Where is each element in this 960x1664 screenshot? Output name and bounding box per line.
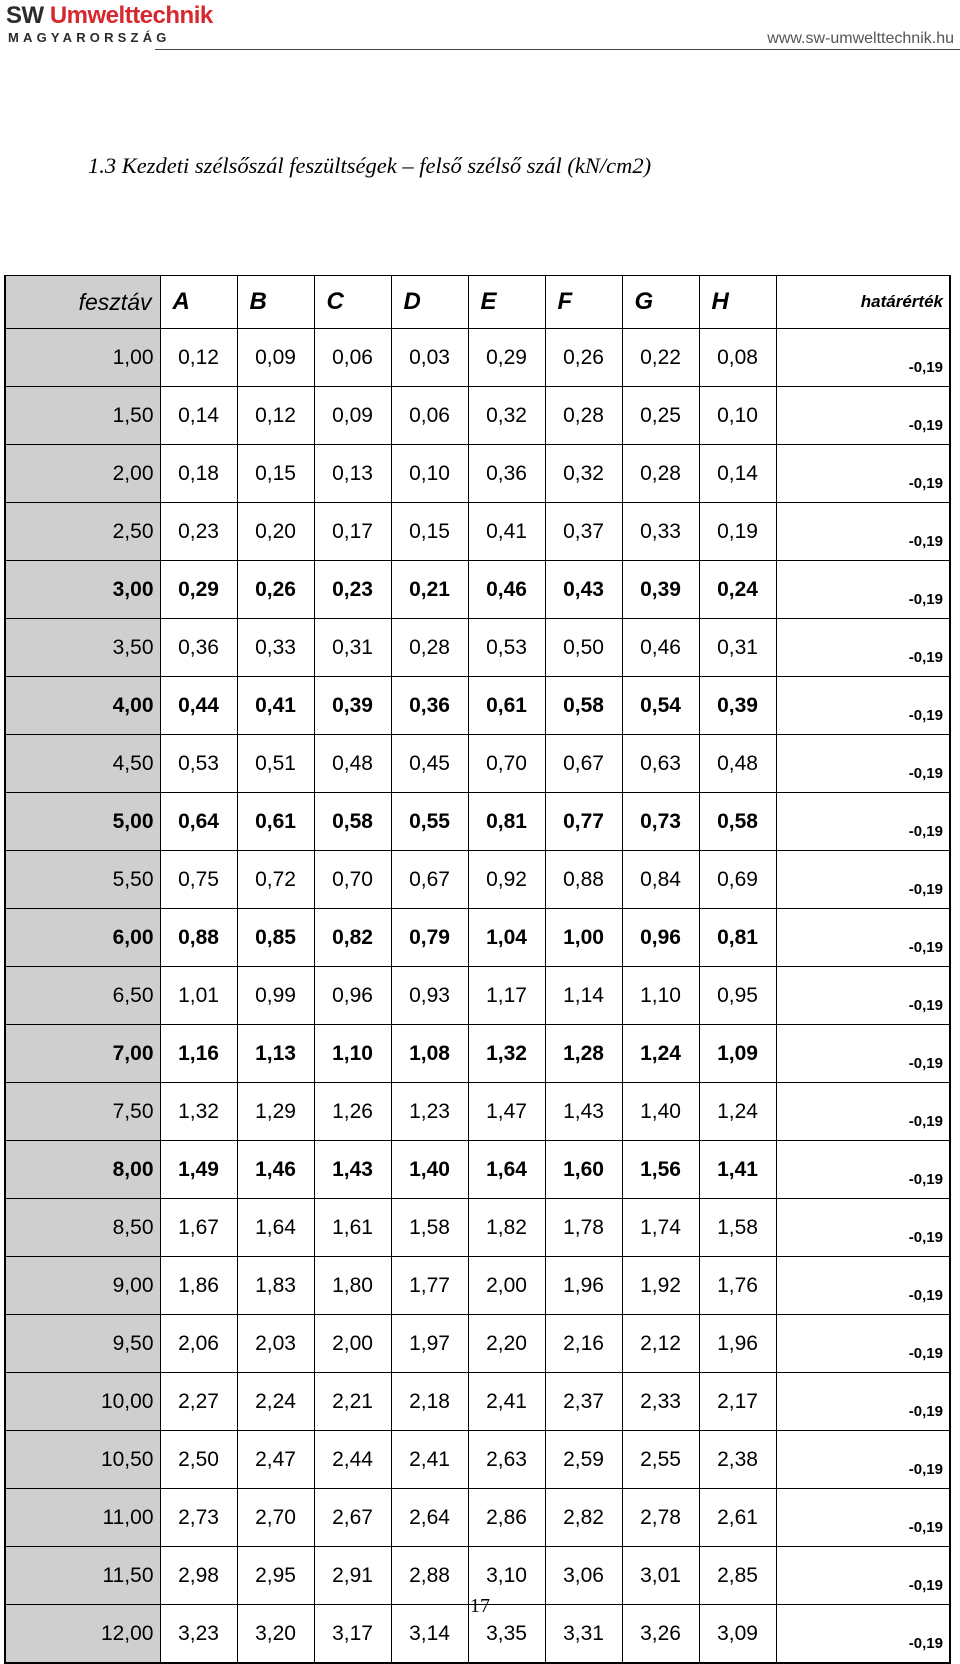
header-col-f: F [545, 276, 622, 329]
value-cell: 1,13 [237, 1025, 314, 1083]
limit-cell: -0,19 [776, 851, 950, 909]
value-cell: 1,60 [545, 1141, 622, 1199]
value-cell: 0,46 [622, 619, 699, 677]
table-row [5, 735, 950, 793]
header-col-a: A [160, 276, 237, 329]
value-cell: 0,14 [160, 387, 237, 445]
span-cell: 9,00 [5, 1257, 160, 1315]
value-cell: 1,92 [622, 1257, 699, 1315]
limit-cell: -0,19 [776, 1025, 950, 1083]
value-cell: 1,14 [545, 967, 622, 1025]
limit-cell: -0,19 [776, 1489, 950, 1547]
value-cell: 2,55 [622, 1431, 699, 1489]
value-cell: 1,61 [314, 1199, 391, 1257]
span-cell: 10,00 [5, 1373, 160, 1431]
span-cell: 12,00 [5, 1605, 160, 1664]
value-cell: 1,97 [391, 1315, 468, 1373]
page-header [0, 0, 960, 52]
table-row [5, 1257, 950, 1315]
value-cell: 0,19 [699, 503, 776, 561]
value-cell: 0,93 [391, 967, 468, 1025]
limit-cell: -0,19 [776, 619, 950, 677]
value-cell: 2,16 [545, 1315, 622, 1373]
value-cell: 0,37 [545, 503, 622, 561]
value-cell: 0,46 [468, 561, 545, 619]
value-cell: 0,39 [622, 561, 699, 619]
value-cell: 0,23 [160, 503, 237, 561]
logo-sw-text: SW [6, 2, 44, 29]
value-cell: 1,17 [468, 967, 545, 1025]
value-cell: 0,08 [699, 329, 776, 387]
limit-cell: -0,19 [776, 561, 950, 619]
value-cell: 0,67 [391, 851, 468, 909]
value-cell: 0,53 [160, 735, 237, 793]
value-cell: 1,86 [160, 1257, 237, 1315]
value-cell: 2,18 [391, 1373, 468, 1431]
span-cell: 5,00 [5, 793, 160, 851]
value-cell: 0,09 [314, 387, 391, 445]
span-cell: 11,00 [5, 1489, 160, 1547]
value-cell: 0,95 [699, 967, 776, 1025]
span-cell: 6,50 [5, 967, 160, 1025]
limit-cell: -0,19 [776, 1431, 950, 1489]
span-cell: 3,00 [5, 561, 160, 619]
value-cell: 1,40 [391, 1141, 468, 1199]
value-cell: 1,49 [160, 1141, 237, 1199]
value-cell: 3,14 [391, 1605, 468, 1664]
value-cell: 1,43 [545, 1083, 622, 1141]
span-cell: 5,50 [5, 851, 160, 909]
value-cell: 2,33 [622, 1373, 699, 1431]
value-cell: 2,70 [237, 1489, 314, 1547]
value-cell: 2,17 [699, 1373, 776, 1431]
header-col-e: E [468, 276, 545, 329]
value-cell: 2,06 [160, 1315, 237, 1373]
limit-cell: -0,19 [776, 677, 950, 735]
value-cell: 3,31 [545, 1605, 622, 1664]
value-cell: 1,80 [314, 1257, 391, 1315]
value-cell: 0,88 [160, 909, 237, 967]
value-cell: 0,25 [622, 387, 699, 445]
value-cell: 2,61 [699, 1489, 776, 1547]
span-cell: 10,50 [5, 1431, 160, 1489]
table-row [5, 503, 950, 561]
stress-table [4, 275, 951, 1664]
value-cell: 0,21 [391, 561, 468, 619]
value-cell: 0,44 [160, 677, 237, 735]
value-cell: 3,09 [699, 1605, 776, 1664]
value-cell: 0,61 [468, 677, 545, 735]
value-cell: 2,98 [160, 1547, 237, 1605]
value-cell: 0,10 [699, 387, 776, 445]
header-col-c: C [314, 276, 391, 329]
value-cell: 0,13 [314, 445, 391, 503]
value-cell: 0,61 [237, 793, 314, 851]
value-cell: 1,74 [622, 1199, 699, 1257]
table-row [5, 1025, 950, 1083]
value-cell: 0,28 [545, 387, 622, 445]
value-cell: 0,29 [160, 561, 237, 619]
value-cell: 0,88 [545, 851, 622, 909]
value-cell: 0,92 [468, 851, 545, 909]
value-cell: 0,77 [545, 793, 622, 851]
value-cell: 0,54 [622, 677, 699, 735]
value-cell: 0,36 [391, 677, 468, 735]
value-cell: 0,36 [468, 445, 545, 503]
value-cell: 0,51 [237, 735, 314, 793]
value-cell: 0,81 [699, 909, 776, 967]
span-cell: 1,00 [5, 329, 160, 387]
value-cell: 0,17 [314, 503, 391, 561]
value-cell: 0,12 [160, 329, 237, 387]
value-cell: 0,41 [468, 503, 545, 561]
value-cell: 1,28 [545, 1025, 622, 1083]
value-cell: 1,76 [699, 1257, 776, 1315]
value-cell: 0,36 [160, 619, 237, 677]
value-cell: 3,01 [622, 1547, 699, 1605]
span-cell: 9,50 [5, 1315, 160, 1373]
value-cell: 2,95 [237, 1547, 314, 1605]
value-cell: 2,20 [468, 1315, 545, 1373]
value-cell: 0,75 [160, 851, 237, 909]
value-cell: 0,26 [237, 561, 314, 619]
value-cell: 1,96 [545, 1257, 622, 1315]
limit-cell: -0,19 [776, 445, 950, 503]
value-cell: 2,44 [314, 1431, 391, 1489]
value-cell: 0,33 [237, 619, 314, 677]
value-cell: 0,15 [237, 445, 314, 503]
value-cell: 1,58 [391, 1199, 468, 1257]
span-cell: 11,50 [5, 1547, 160, 1605]
section-title: 1.3 Kezdeti szélsőszál feszültségek – felső szélső szál (kN/cm2) [88, 153, 652, 178]
value-cell: 0,45 [391, 735, 468, 793]
value-cell: 0,24 [699, 561, 776, 619]
value-cell: 0,28 [622, 445, 699, 503]
value-cell: 0,32 [545, 445, 622, 503]
value-cell: 2,12 [622, 1315, 699, 1373]
value-cell: 2,59 [545, 1431, 622, 1489]
value-cell: 0,55 [391, 793, 468, 851]
value-cell: 1,24 [622, 1025, 699, 1083]
table-row [5, 445, 950, 503]
value-cell: 1,08 [391, 1025, 468, 1083]
table-row [5, 909, 950, 967]
value-cell: 0,03 [391, 329, 468, 387]
value-cell: 0,96 [622, 909, 699, 967]
table-header-row [5, 276, 950, 329]
logo-subtitle: MAGYARORSZÁG [8, 30, 171, 45]
value-cell: 1,26 [314, 1083, 391, 1141]
value-cell: 0,64 [160, 793, 237, 851]
value-cell: 1,04 [468, 909, 545, 967]
value-cell: 3,06 [545, 1547, 622, 1605]
limit-cell: -0,19 [776, 967, 950, 1025]
value-cell: 1,10 [314, 1025, 391, 1083]
table-row [5, 967, 950, 1025]
header-col-h: H [699, 276, 776, 329]
value-cell: 1,16 [160, 1025, 237, 1083]
span-cell: 6,00 [5, 909, 160, 967]
value-cell: 0,32 [468, 387, 545, 445]
value-cell: 1,82 [468, 1199, 545, 1257]
span-cell: 4,50 [5, 735, 160, 793]
value-cell: 3,20 [237, 1605, 314, 1664]
value-cell: 1,23 [391, 1083, 468, 1141]
header-col-b: B [237, 276, 314, 329]
value-cell: 0,22 [622, 329, 699, 387]
value-cell: 0,96 [314, 967, 391, 1025]
span-cell: 7,50 [5, 1083, 160, 1141]
value-cell: 1,56 [622, 1141, 699, 1199]
value-cell: 1,10 [622, 967, 699, 1025]
value-cell: 2,86 [468, 1489, 545, 1547]
website-url: www.sw-umwelttechnik.hu [767, 30, 954, 47]
value-cell: 0,84 [622, 851, 699, 909]
span-cell: 2,00 [5, 445, 160, 503]
table-row [5, 1083, 950, 1141]
value-cell: 0,41 [237, 677, 314, 735]
value-cell: 0,63 [622, 735, 699, 793]
value-cell: 0,29 [468, 329, 545, 387]
value-cell: 1,00 [545, 909, 622, 967]
value-cell: 1,32 [468, 1025, 545, 1083]
table-row [5, 329, 950, 387]
value-cell: 0,06 [314, 329, 391, 387]
page-number: 17 [470, 1595, 490, 1617]
value-cell: 0,79 [391, 909, 468, 967]
table-row [5, 1373, 950, 1431]
value-cell: 1,01 [160, 967, 237, 1025]
span-cell: 4,00 [5, 677, 160, 735]
value-cell: 0,67 [545, 735, 622, 793]
limit-cell: -0,19 [776, 909, 950, 967]
value-cell: 2,67 [314, 1489, 391, 1547]
value-cell: 2,03 [237, 1315, 314, 1373]
span-cell: 3,50 [5, 619, 160, 677]
value-cell: 2,37 [545, 1373, 622, 1431]
limit-cell: -0,19 [776, 1141, 950, 1199]
value-cell: 2,88 [391, 1547, 468, 1605]
value-cell: 2,91 [314, 1547, 391, 1605]
value-cell: 0,18 [160, 445, 237, 503]
value-cell: 0,14 [699, 445, 776, 503]
value-cell: 0,82 [314, 909, 391, 967]
span-cell: 2,50 [5, 503, 160, 561]
value-cell: 0,23 [314, 561, 391, 619]
value-cell: 0,10 [391, 445, 468, 503]
header-col-g: G [622, 276, 699, 329]
value-cell: 0,20 [237, 503, 314, 561]
value-cell: 3,17 [314, 1605, 391, 1664]
span-cell: 7,00 [5, 1025, 160, 1083]
value-cell: 2,27 [160, 1373, 237, 1431]
value-cell: 0,70 [468, 735, 545, 793]
header-fesztav: fesztáv [5, 276, 160, 329]
header-col-d: D [391, 276, 468, 329]
value-cell: 0,58 [699, 793, 776, 851]
value-cell: 3,35 [468, 1605, 545, 1664]
value-cell: 0,48 [699, 735, 776, 793]
value-cell: 3,26 [622, 1605, 699, 1664]
value-cell: 0,70 [314, 851, 391, 909]
value-cell: 0,69 [699, 851, 776, 909]
header-hatarertek: határérték [776, 276, 950, 329]
table-row [5, 851, 950, 909]
value-cell: 1,43 [314, 1141, 391, 1199]
value-cell: 0,81 [468, 793, 545, 851]
value-cell: 1,67 [160, 1199, 237, 1257]
value-cell: 2,78 [622, 1489, 699, 1547]
table-row [5, 793, 950, 851]
value-cell: 1,64 [237, 1199, 314, 1257]
limit-cell: -0,19 [776, 503, 950, 561]
value-cell: 2,63 [468, 1431, 545, 1489]
limit-cell: -0,19 [776, 1373, 950, 1431]
limit-cell: -0,19 [776, 1315, 950, 1373]
value-cell: 0,58 [314, 793, 391, 851]
value-cell: 0,31 [699, 619, 776, 677]
table-row [5, 619, 950, 677]
value-cell: 2,21 [314, 1373, 391, 1431]
limit-cell: -0,19 [776, 329, 950, 387]
value-cell: 0,15 [391, 503, 468, 561]
value-cell: 0,12 [237, 387, 314, 445]
table-row [5, 677, 950, 735]
value-cell: 2,85 [699, 1547, 776, 1605]
value-cell: 2,00 [468, 1257, 545, 1315]
value-cell: 1,47 [468, 1083, 545, 1141]
limit-cell: -0,19 [776, 1199, 950, 1257]
value-cell: 2,00 [314, 1315, 391, 1373]
value-cell: 1,32 [160, 1083, 237, 1141]
limit-cell: -0,19 [776, 1547, 950, 1605]
table-row [5, 1489, 950, 1547]
span-cell: 8,00 [5, 1141, 160, 1199]
limit-cell: -0,19 [776, 387, 950, 445]
span-cell: 1,50 [5, 387, 160, 445]
logo-brand-text: Umwelttechnik [49, 2, 213, 29]
table-row [5, 1199, 950, 1257]
header-divider [155, 49, 960, 50]
value-cell: 1,40 [622, 1083, 699, 1141]
value-cell: 2,50 [160, 1431, 237, 1489]
table-row [5, 1315, 950, 1373]
value-cell: 0,85 [237, 909, 314, 967]
value-cell: 2,47 [237, 1431, 314, 1489]
value-cell: 3,23 [160, 1605, 237, 1664]
value-cell: 1,58 [699, 1199, 776, 1257]
value-cell: 1,83 [237, 1257, 314, 1315]
value-cell: 0,43 [545, 561, 622, 619]
limit-cell: -0,19 [776, 1083, 950, 1141]
limit-cell: -0,19 [776, 793, 950, 851]
table-row [5, 1141, 950, 1199]
limit-cell: -0,19 [776, 735, 950, 793]
value-cell: 0,39 [314, 677, 391, 735]
limit-cell: -0,19 [776, 1605, 950, 1664]
value-cell: 2,73 [160, 1489, 237, 1547]
value-cell: 1,41 [699, 1141, 776, 1199]
company-logo [6, 2, 213, 30]
limit-cell: -0,19 [776, 1257, 950, 1315]
value-cell: 0,58 [545, 677, 622, 735]
table-row [5, 1431, 950, 1489]
value-cell: 0,09 [237, 329, 314, 387]
value-cell: 0,26 [545, 329, 622, 387]
value-cell: 1,64 [468, 1141, 545, 1199]
value-cell: 0,28 [391, 619, 468, 677]
value-cell: 0,31 [314, 619, 391, 677]
span-cell: 8,50 [5, 1199, 160, 1257]
value-cell: 0,06 [391, 387, 468, 445]
value-cell: 0,99 [237, 967, 314, 1025]
value-cell: 1,09 [699, 1025, 776, 1083]
value-cell: 2,24 [237, 1373, 314, 1431]
value-cell: 0,73 [622, 793, 699, 851]
value-cell: 2,82 [545, 1489, 622, 1547]
value-cell: 2,38 [699, 1431, 776, 1489]
value-cell: 1,29 [237, 1083, 314, 1141]
value-cell: 0,50 [545, 619, 622, 677]
value-cell: 0,48 [314, 735, 391, 793]
value-cell: 1,24 [699, 1083, 776, 1141]
value-cell: 1,78 [545, 1199, 622, 1257]
value-cell: 0,33 [622, 503, 699, 561]
value-cell: 1,46 [237, 1141, 314, 1199]
value-cell: 1,96 [699, 1315, 776, 1373]
value-cell: 2,41 [468, 1373, 545, 1431]
value-cell: 1,77 [391, 1257, 468, 1315]
value-cell: 0,53 [468, 619, 545, 677]
table-row [5, 387, 950, 445]
table-row [5, 561, 950, 619]
value-cell: 0,72 [237, 851, 314, 909]
value-cell: 0,39 [699, 677, 776, 735]
value-cell: 3,10 [468, 1547, 545, 1605]
value-cell: 2,41 [391, 1431, 468, 1489]
value-cell: 2,64 [391, 1489, 468, 1547]
